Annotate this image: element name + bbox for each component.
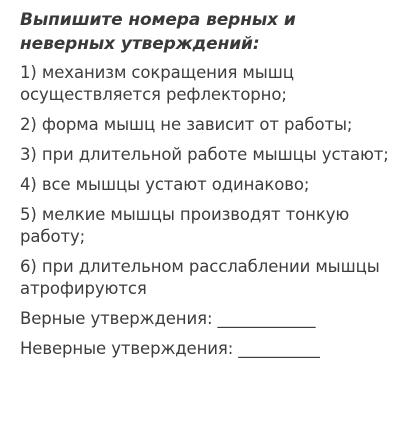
correct-answers-line: Верные утверждения: ____________ xyxy=(20,309,316,328)
statement-3: 3) при длительной работе мышцы устают; xyxy=(20,145,389,164)
statement-4: 4) все мышцы устают одинаково; xyxy=(20,175,310,194)
statement-5: 5) мелкие мышцы производят тонкую работу; xyxy=(20,205,350,246)
statement-1: 1) механизм сокращения мышц осуществляется рефлекторно; xyxy=(20,63,294,104)
statement-6: 6) при длительном расслаблении мышцы атрофируются xyxy=(20,257,380,298)
task-title: Выпишите номера верных и неверных утверждений: xyxy=(20,10,296,54)
statement-2: 2) форма мышц не зависит от работы; xyxy=(20,115,353,134)
incorrect-answers-line: Неверные утверждения: __________ xyxy=(20,339,320,358)
